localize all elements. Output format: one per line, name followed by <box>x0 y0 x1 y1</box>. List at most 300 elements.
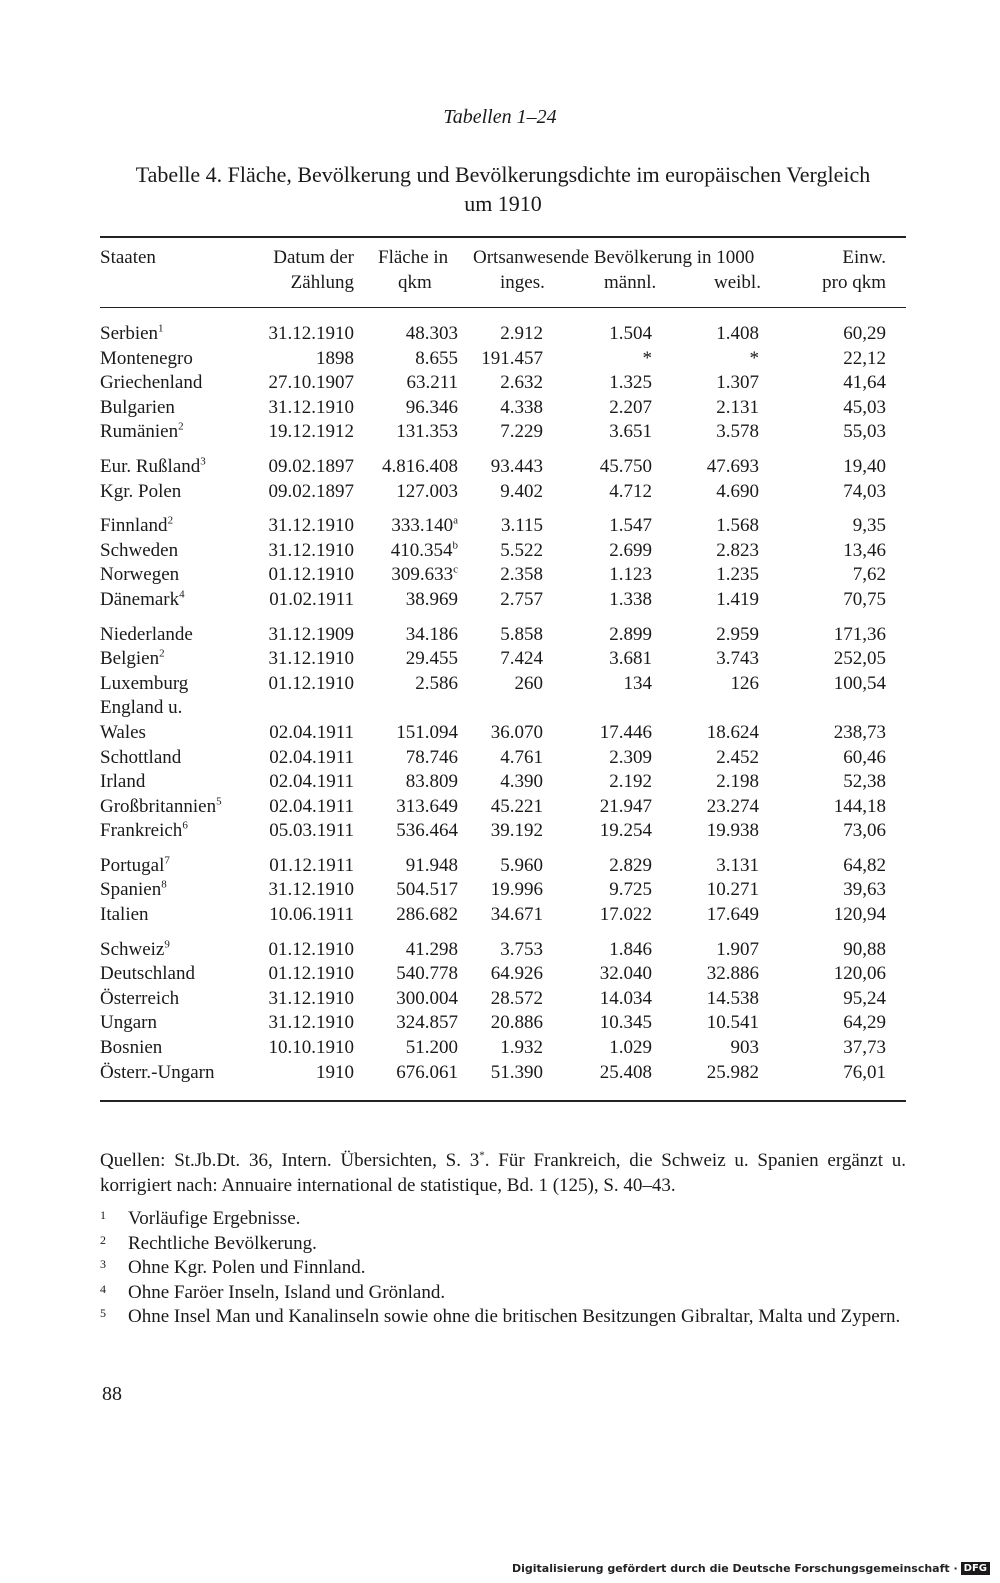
footnote <box>100 1256 906 1281</box>
area-qkm-cell <box>354 962 458 987</box>
population-total: 5.522 <box>500 539 543 561</box>
population-total-cell <box>458 962 543 987</box>
census-date: 09.02.1897 <box>268 455 354 477</box>
population-male-cell <box>543 1061 652 1086</box>
density-per-qkm-cell <box>759 347 886 372</box>
census-date: 01.02.1911 <box>269 588 354 610</box>
census-date: 02.04.1911 <box>269 746 354 768</box>
population-male: 1.338 <box>609 588 652 610</box>
table-row <box>100 819 886 844</box>
population-total-cell <box>458 539 543 564</box>
population-male: 21.947 <box>599 795 652 817</box>
population-male-cell <box>543 903 652 928</box>
state-name-cell <box>100 588 250 613</box>
area-qkm-cell <box>354 322 458 347</box>
population-total-cell <box>458 563 543 588</box>
area-qkm-cell <box>354 480 458 505</box>
density-per-qkm-cell <box>759 962 886 987</box>
density-per-qkm: 60,29 <box>843 323 886 344</box>
population-male-cell <box>543 1036 652 1061</box>
area-qkm: 51.200 <box>405 1037 458 1059</box>
density-per-qkm: 22,12 <box>843 347 886 369</box>
population-female-cell <box>652 396 759 421</box>
header-inges: inges. <box>500 272 545 293</box>
census-date: 10.06.1911 <box>269 904 354 926</box>
census-date-cell <box>250 613 354 648</box>
density-per-qkm: 64,29 <box>843 1012 886 1034</box>
area-qkm-cell <box>354 987 458 1012</box>
population-female-cell <box>652 746 759 771</box>
population-male-cell <box>543 480 652 505</box>
area-qkm-cell <box>354 445 458 480</box>
population-female: 14.538 <box>706 987 759 1009</box>
population-male: 1.029 <box>609 1037 652 1059</box>
population-female-cell <box>652 770 759 795</box>
population-total: 64.926 <box>490 963 543 985</box>
population-female: 19.938 <box>706 820 759 842</box>
footnote-text: Ohne Faröer Inseln, Island und Grönland. <box>128 1281 446 1303</box>
state-name-cell <box>100 1036 250 1061</box>
population-male: 45.750 <box>599 455 652 477</box>
population-male-cell <box>543 322 652 347</box>
census-date-cell <box>250 795 354 820</box>
state-name-cell <box>100 721 250 746</box>
population-total-cell <box>458 819 543 844</box>
area-qkm: 8.655 <box>415 347 458 369</box>
population-total: 4.338 <box>500 396 543 418</box>
population-female-cell <box>652 987 759 1012</box>
table-row <box>100 396 886 421</box>
table-row <box>100 420 886 445</box>
census-date-cell <box>250 480 354 505</box>
density-per-qkm: 76,01 <box>843 1061 886 1083</box>
population-male: 1.547 <box>609 515 652 537</box>
population-male-cell <box>543 647 652 672</box>
header-maennl: männl. <box>604 272 657 293</box>
population-total-cell <box>458 613 543 648</box>
state-name: Frankreich <box>100 820 183 842</box>
table-row <box>100 613 886 648</box>
state-name-cell <box>100 371 250 396</box>
area-footnote-marker: b <box>452 539 458 552</box>
population-male-cell <box>543 721 652 746</box>
state-name-cell <box>100 819 250 844</box>
density-per-qkm-cell <box>759 819 886 844</box>
footnote-text: Ohne Insel Man und Kanalinseln sowie ohne die britischen Besitzungen Gibraltar, Malta und Zypern. <box>128 1306 901 1327</box>
area-qkm: 504.517 <box>396 879 458 901</box>
area-qkm-cell <box>354 878 458 903</box>
population-female-cell <box>652 563 759 588</box>
footnote <box>100 1207 906 1232</box>
population-female-cell <box>652 1011 759 1036</box>
state-name: Wales <box>100 721 146 743</box>
population-male: 3.651 <box>609 421 652 443</box>
page-number: 88 <box>102 1383 122 1405</box>
population-total-cell <box>458 987 543 1012</box>
density-per-qkm: 171,36 <box>833 623 886 645</box>
state-name-cell <box>100 504 250 539</box>
header-staaten: Staaten <box>100 247 156 268</box>
state-name: Deutschland <box>100 963 195 985</box>
footer-text: Digitalisierung gefördert durch die Deutsche Forschungsgemeinschaft · <box>511 1562 958 1575</box>
area-qkm: 309.633 <box>391 564 454 586</box>
census-date-cell <box>250 928 354 963</box>
table-title <box>100 160 906 218</box>
area-qkm-cell <box>354 770 458 795</box>
population-total: 3.753 <box>500 938 543 960</box>
population-male: 2.192 <box>609 771 652 793</box>
population-male: 25.408 <box>599 1061 652 1083</box>
census-date-cell <box>250 1036 354 1061</box>
state-name-cell <box>100 795 250 820</box>
area-qkm-cell <box>354 504 458 539</box>
population-male: 4.712 <box>609 480 652 502</box>
state-name: Eur. Rußland <box>100 455 201 477</box>
area-qkm: 63.211 <box>406 372 458 394</box>
population-male-cell <box>543 770 652 795</box>
population-female: 3.131 <box>716 854 759 876</box>
footnote-marker: 5 <box>216 795 222 808</box>
table-row <box>100 480 886 505</box>
census-date-cell <box>250 504 354 539</box>
area-qkm: 151.094 <box>396 721 458 743</box>
population-male-cell <box>543 613 652 648</box>
state-name: Griechenland <box>100 372 203 394</box>
footnote-marker: 6 <box>182 819 188 832</box>
population-female-cell <box>652 647 759 672</box>
population-male: 9.725 <box>609 879 652 901</box>
population-female-cell <box>652 445 759 480</box>
census-date-cell <box>250 647 354 672</box>
density-per-qkm-cell <box>759 770 886 795</box>
population-female: 10.541 <box>706 1012 759 1034</box>
state-name: Ungarn <box>100 1012 157 1034</box>
table-row <box>100 844 886 879</box>
population-total-cell <box>458 1061 543 1086</box>
density-per-qkm-cell <box>759 721 886 746</box>
population-female-cell <box>652 322 759 347</box>
population-male: * <box>642 347 652 369</box>
state-name-cell <box>100 928 250 963</box>
state-name: Spanien <box>100 879 162 901</box>
density-per-qkm: 100,54 <box>833 672 886 694</box>
table-row <box>100 903 886 928</box>
census-date-cell <box>250 396 354 421</box>
state-name-cell <box>100 613 250 648</box>
density-per-qkm-cell <box>759 504 886 539</box>
density-per-qkm-cell <box>759 696 886 721</box>
census-date-cell <box>250 371 354 396</box>
table-row <box>100 795 886 820</box>
density-per-qkm: 39,63 <box>843 879 886 901</box>
population-female: 47.693 <box>706 455 759 477</box>
population-total: 2.757 <box>500 588 543 610</box>
population-female-cell <box>652 721 759 746</box>
population-total-cell <box>458 647 543 672</box>
footnote-number: 1 <box>100 1208 106 1222</box>
population-male: 1.846 <box>609 938 652 960</box>
population-female-cell <box>652 420 759 445</box>
top-rule <box>100 236 906 238</box>
population-total-cell <box>458 445 543 480</box>
state-name-cell <box>100 480 250 505</box>
census-date: 09.02.1897 <box>268 480 354 502</box>
population-female: 1.307 <box>716 372 759 394</box>
population-female: 3.578 <box>716 421 759 443</box>
census-date-cell <box>250 672 354 697</box>
census-date: 05.03.1911 <box>269 820 354 842</box>
population-total-cell <box>458 480 543 505</box>
census-date: 31.12.1910 <box>268 1012 354 1034</box>
state-name-cell <box>100 445 250 480</box>
census-date: 31.12.1910 <box>268 879 354 901</box>
header-weibl: weibl. <box>714 272 761 293</box>
density-per-qkm-cell <box>759 844 886 879</box>
census-date-cell <box>250 445 354 480</box>
state-name-cell <box>100 962 250 987</box>
header-einw-1: Einw. <box>842 247 886 268</box>
population-female-cell <box>652 539 759 564</box>
area-qkm-cell <box>354 1061 458 1086</box>
state-name-cell <box>100 770 250 795</box>
table-row <box>100 1036 886 1061</box>
table-row <box>100 878 886 903</box>
table-row <box>100 746 886 771</box>
footnote-marker: 2 <box>178 421 184 434</box>
census-date: 31.12.1909 <box>268 623 354 645</box>
population-female: 2.131 <box>716 396 759 418</box>
population-male: 2.829 <box>609 854 652 876</box>
population-total: 19.996 <box>490 879 543 901</box>
table-row <box>100 504 886 539</box>
state-name: Dänemark <box>100 588 180 610</box>
density-per-qkm-cell <box>759 647 886 672</box>
census-date-cell <box>250 1011 354 1036</box>
state-name-cell <box>100 987 250 1012</box>
table-row <box>100 539 886 564</box>
header-datum-2: Zählung <box>290 272 354 293</box>
population-total-cell <box>458 396 543 421</box>
population-female-cell <box>652 795 759 820</box>
table-row <box>100 563 886 588</box>
table-row <box>100 928 886 963</box>
header-flaeche-2: qkm <box>398 272 432 293</box>
density-per-qkm: 90,88 <box>843 938 886 960</box>
census-date: 1910 <box>316 1061 354 1083</box>
title-line-1: Tabelle 4. Fläche, Bevölkerung und Bevölkerungsdichte im europäischen Vergleich <box>135 162 871 187</box>
population-total: 1.932 <box>500 1037 543 1059</box>
population-total: 5.858 <box>500 623 543 645</box>
density-per-qkm-cell <box>759 1036 886 1061</box>
footnote-marker: 1 <box>158 322 164 335</box>
area-qkm: 286.682 <box>396 904 458 926</box>
census-date: 01.12.1910 <box>268 963 354 985</box>
area-qkm: 83.809 <box>405 771 458 793</box>
state-name: Norwegen <box>100 564 180 586</box>
state-name-cell <box>100 696 250 721</box>
density-per-qkm-cell <box>759 445 886 480</box>
population-total-cell <box>458 1011 543 1036</box>
area-qkm: 333.140 <box>391 515 454 537</box>
population-female-cell <box>652 696 759 721</box>
population-male-cell <box>543 672 652 697</box>
area-qkm: 4.816.408 <box>382 455 458 477</box>
population-total-cell <box>458 928 543 963</box>
state-name: Bulgarien <box>100 396 175 418</box>
population-female: 10.271 <box>706 879 759 901</box>
density-per-qkm-cell <box>759 539 886 564</box>
population-total-cell <box>458 672 543 697</box>
area-qkm-cell <box>354 672 458 697</box>
area-qkm-cell <box>354 613 458 648</box>
footnote-number: 2 <box>100 1232 106 1247</box>
population-total-cell <box>458 903 543 928</box>
footnote-marker: 3 <box>200 455 206 468</box>
state-name-cell <box>100 1011 250 1036</box>
density-per-qkm: 95,24 <box>843 987 886 1009</box>
state-name-cell <box>100 396 250 421</box>
population-total-cell <box>458 420 543 445</box>
footnote <box>100 1281 906 1306</box>
population-female: 903 <box>730 1037 759 1059</box>
state-name: Irland <box>100 771 146 793</box>
population-total-cell <box>458 347 543 372</box>
area-qkm-cell <box>354 396 458 421</box>
population-female: 1.907 <box>716 938 759 960</box>
area-qkm-cell <box>354 1036 458 1061</box>
state-name-cell <box>100 420 250 445</box>
table-row <box>100 588 886 613</box>
footnote-number: 4 <box>100 1281 106 1296</box>
table-row <box>100 1011 886 1036</box>
area-footnote-marker: c <box>453 564 458 577</box>
population-total: 39.192 <box>490 820 543 842</box>
density-per-qkm: 73,06 <box>843 820 886 842</box>
area-qkm-cell <box>354 903 458 928</box>
density-per-qkm-cell <box>759 795 886 820</box>
population-female-cell <box>652 1061 759 1086</box>
population-total: 51.390 <box>490 1061 543 1083</box>
census-date-cell <box>250 696 354 721</box>
area-qkm-cell <box>354 1011 458 1036</box>
area-qkm-cell <box>354 844 458 879</box>
population-female: 2.823 <box>716 539 759 561</box>
area-qkm-cell <box>354 928 458 963</box>
population-total: 191.457 <box>481 347 543 369</box>
population-total: 260 <box>514 672 543 694</box>
footnote-marker: 2 <box>159 647 165 660</box>
area-qkm: 48.303 <box>405 323 458 344</box>
density-per-qkm: 120,06 <box>833 963 886 985</box>
state-name: England u. <box>100 697 183 719</box>
population-male: 19.254 <box>599 820 652 842</box>
census-date: 31.12.1910 <box>268 539 354 561</box>
state-name-cell <box>100 647 250 672</box>
population-male-cell <box>543 539 652 564</box>
population-female-cell <box>652 347 759 372</box>
population-total-cell <box>458 504 543 539</box>
area-qkm: 29.455 <box>405 648 458 670</box>
population-female: 1.419 <box>716 588 759 610</box>
footnote-marker: 2 <box>167 514 174 527</box>
density-per-qkm-cell <box>759 878 886 903</box>
area-qkm-cell <box>354 588 458 613</box>
population-female: 2.959 <box>716 623 759 645</box>
census-date-cell <box>250 903 354 928</box>
population-female: 2.198 <box>716 771 759 793</box>
area-qkm: 38.969 <box>405 588 458 610</box>
census-date-cell <box>250 322 354 347</box>
population-male: 2.699 <box>609 539 652 561</box>
table-row <box>100 371 886 396</box>
density-per-qkm: 45,03 <box>843 396 886 418</box>
census-date-cell <box>250 588 354 613</box>
area-qkm-cell <box>354 563 458 588</box>
population-male-cell <box>543 347 652 372</box>
population-total-cell <box>458 721 543 746</box>
population-total-cell <box>458 770 543 795</box>
density-per-qkm-cell <box>759 588 886 613</box>
population-male: 1.325 <box>609 372 652 394</box>
population-male-cell <box>543 396 652 421</box>
density-per-qkm: 120,94 <box>833 904 886 926</box>
population-male-cell <box>543 696 652 721</box>
population-male: 2.309 <box>609 746 652 768</box>
state-name-cell <box>100 844 250 879</box>
area-qkm: 2.586 <box>415 672 458 694</box>
population-total: 28.572 <box>490 987 543 1009</box>
table-row <box>100 770 886 795</box>
population-male-cell <box>543 962 652 987</box>
footnote-marker: 8 <box>161 879 167 892</box>
census-date: 31.12.1910 <box>268 515 354 537</box>
population-total-cell <box>458 371 543 396</box>
state-name-cell <box>100 878 250 903</box>
population-male: 3.681 <box>609 648 652 670</box>
census-date: 02.04.1911 <box>269 721 354 743</box>
state-name: Portugal <box>100 854 165 876</box>
population-female: 18.624 <box>706 721 759 743</box>
area-qkm-cell <box>354 371 458 396</box>
state-name: Schweiz <box>100 938 165 960</box>
population-female-cell <box>652 1036 759 1061</box>
header-einw-2: pro qkm <box>822 272 886 293</box>
footnote-number: 3 <box>100 1257 106 1271</box>
sources-text-cont: . Für Frankreich, die Schweiz u. Spanien ergänzt u. korrigiert nach: Annuaire international de statistique, Bd. 1 (125), S. 40–43. <box>100 1150 906 1196</box>
population-total: 2.912 <box>500 323 543 344</box>
population-male: 2.207 <box>609 396 652 418</box>
footnote-text: Rechtliche Bevölkerung. <box>128 1232 317 1254</box>
density-per-qkm: 64,82 <box>843 854 886 876</box>
dfg-logo: DFG <box>961 1562 990 1575</box>
density-per-qkm: 70,75 <box>843 588 886 610</box>
area-qkm: 91.948 <box>405 854 458 876</box>
census-date-cell <box>250 819 354 844</box>
census-date-cell <box>250 770 354 795</box>
population-male: 134 <box>623 672 652 694</box>
state-name-cell <box>100 746 250 771</box>
area-qkm: 410.354 <box>390 539 453 561</box>
state-name-cell <box>100 672 250 697</box>
population-male: 1.504 <box>609 323 652 344</box>
population-table <box>100 322 886 1085</box>
population-male: 17.022 <box>599 904 652 926</box>
table-row <box>100 721 886 746</box>
population-female: 1.408 <box>716 323 759 344</box>
bottom-rule <box>100 1100 906 1102</box>
population-male: 14.034 <box>599 987 652 1009</box>
census-date: 01.12.1910 <box>268 938 354 960</box>
